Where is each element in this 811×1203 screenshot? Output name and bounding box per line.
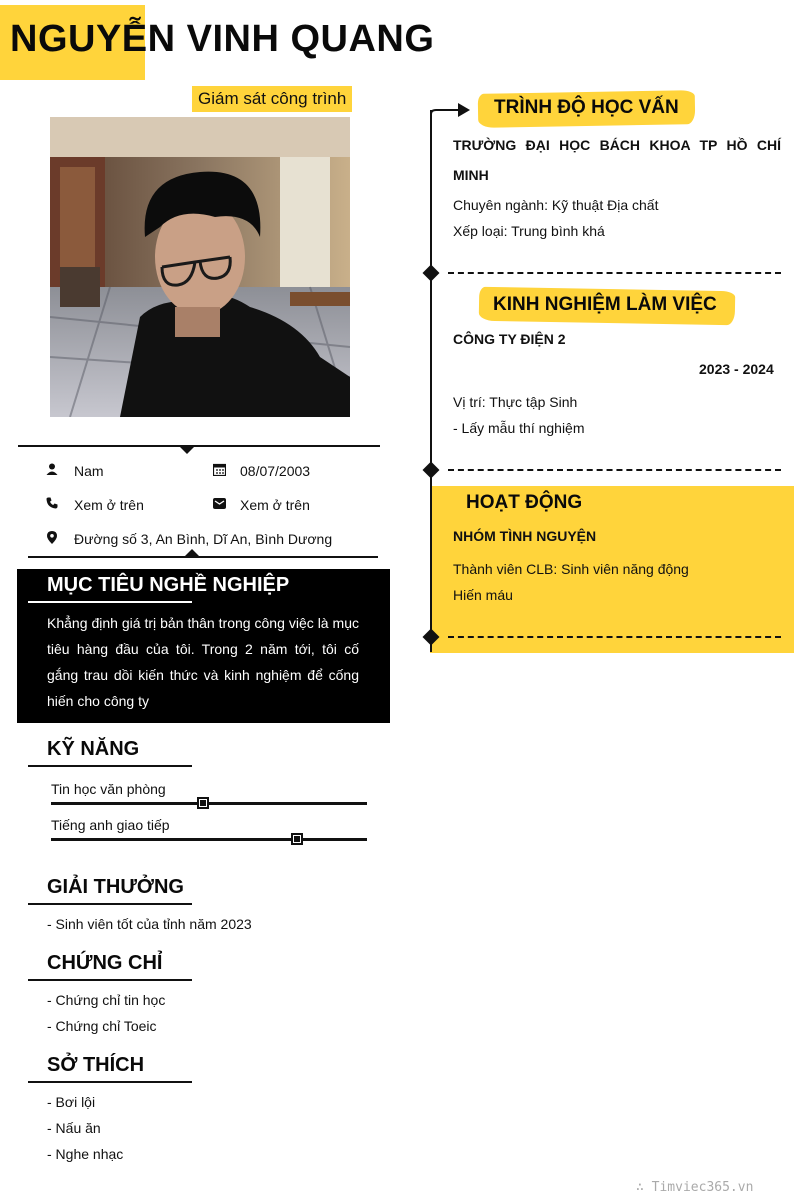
footer-watermark bbox=[636, 1180, 753, 1195]
award-item: - Sinh viên tốt của tỉnh năm 2023 bbox=[47, 916, 252, 932]
activities-member: Thành viên CLB: Sinh viên năng động bbox=[453, 561, 689, 577]
timeline-node bbox=[423, 462, 440, 479]
skill-label: Tin học văn phòng bbox=[51, 781, 166, 797]
education-school: TRƯỜNG ĐẠI HỌC BÁCH KHOA TP HỒ CHÍ MINH bbox=[453, 137, 781, 183]
experience-company: CÔNG TY ĐIỆN 2 bbox=[453, 331, 566, 347]
map-marker-icon bbox=[45, 530, 59, 544]
skills-title: KỸ NĂNG bbox=[47, 738, 140, 760]
awards-title-underline bbox=[28, 903, 192, 905]
hobby-item: - Bơi lội bbox=[47, 1094, 96, 1110]
section-divider bbox=[448, 469, 781, 471]
awards-title: GIẢI THƯỞNG bbox=[47, 876, 184, 898]
footer-brand: Timviec365.vn bbox=[651, 1180, 754, 1195]
section-divider bbox=[448, 636, 781, 638]
contact-top-line bbox=[18, 445, 380, 447]
education-major: Chuyên ngành: Kỹ thuật Địa chất bbox=[453, 197, 659, 213]
hobbies-title: SỞ THÍCH bbox=[47, 1054, 145, 1076]
skill-bar bbox=[51, 838, 367, 841]
envelope-icon bbox=[212, 496, 226, 510]
skill-level-handle bbox=[197, 797, 209, 809]
watermark-dots-icon: ∴ bbox=[636, 1180, 652, 1195]
hobbies-title-underline bbox=[28, 1081, 192, 1083]
objective-title: MỤC TIÊU NGHỀ NGHIỆP bbox=[47, 574, 290, 596]
gender-value: Nam bbox=[74, 463, 104, 479]
timeline-line bbox=[430, 110, 432, 652]
phone-icon bbox=[45, 496, 59, 510]
timeline-arrow-icon bbox=[430, 100, 472, 125]
birthday-value: 08/07/2003 bbox=[240, 463, 311, 479]
experience-task: - Lấy mẫu thí nghiệm bbox=[453, 420, 585, 436]
certificates-title-underline bbox=[28, 979, 192, 981]
section-divider bbox=[448, 272, 781, 274]
hobby-item: - Nấu ăn bbox=[47, 1120, 101, 1136]
candidate-name: NGUYỄN VINH QUANG bbox=[10, 18, 435, 60]
activities-title: HOẠT ĐỘNG bbox=[466, 492, 583, 513]
experience-role: Vị trí: Thực tập Sinh bbox=[453, 394, 578, 410]
activities-detail: Hiến máu bbox=[453, 587, 513, 603]
skills-title-underline bbox=[28, 765, 192, 767]
certificate-item: - Chứng chỉ tin học bbox=[47, 992, 166, 1008]
certificates-title: CHỨNG CHỈ bbox=[47, 952, 163, 974]
desired-position: Giám sát công trình bbox=[192, 86, 352, 112]
experience-title: KINH NGHIỆM LÀM VIỆC bbox=[493, 294, 717, 315]
email-value: Xem ở trên bbox=[240, 497, 310, 513]
hobby-item: - Nghe nhạc bbox=[47, 1146, 124, 1162]
phone-value: Xem ở trên bbox=[74, 497, 144, 513]
activities-org: NHÓM TÌNH NGUYỆN bbox=[453, 528, 597, 544]
skill-bar bbox=[51, 802, 367, 805]
objective-text: Khẳng định giá trị bản thân trong công việc là mục tiêu hàng đầu của tôi. Trong 2 năm tới, tôi cố gắng trau dồi kiến thức và kinh nghiệm để cống hiến cho công ty bbox=[47, 615, 359, 709]
education-grade: Xếp loại: Trung bình khá bbox=[453, 223, 605, 239]
contact-top-pointer bbox=[179, 446, 195, 454]
experience-period: 2023 - 2024 bbox=[699, 361, 774, 377]
certificate-item: - Chứng chỉ Toeic bbox=[47, 1018, 157, 1034]
skill-label: Tiếng anh giao tiếp bbox=[51, 817, 170, 833]
address-value: Đường số 3, An Bình, Dĩ An, Bình Dương bbox=[74, 531, 333, 547]
profile-photo bbox=[50, 117, 350, 417]
calendar-icon bbox=[212, 462, 226, 476]
user-icon bbox=[45, 462, 59, 476]
education-title: TRÌNH ĐỘ HỌC VẤN bbox=[494, 97, 679, 118]
objective-title-underline bbox=[28, 601, 192, 603]
skill-level-handle bbox=[291, 833, 303, 845]
contact-bottom-line bbox=[28, 556, 378, 558]
timeline-node bbox=[423, 265, 440, 282]
